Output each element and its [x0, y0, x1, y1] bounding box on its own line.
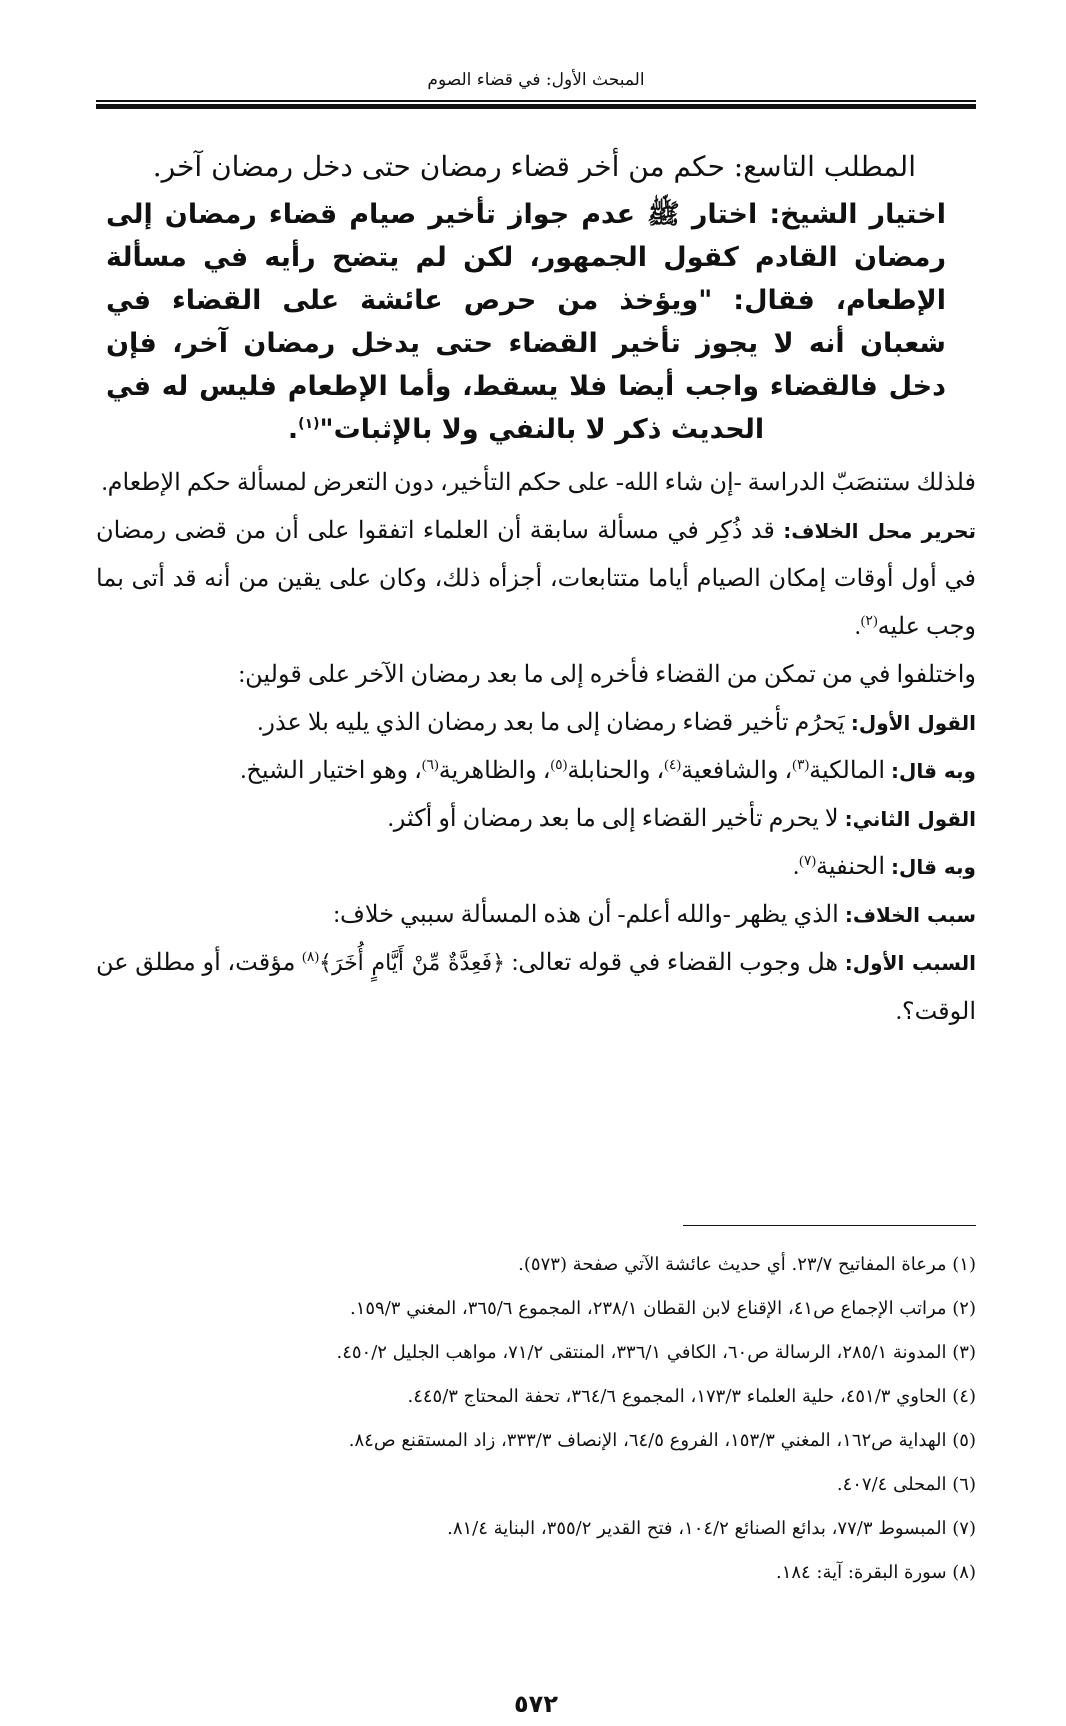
footnote-ref-1[interactable]: (١) [298, 416, 320, 432]
second-opinion [96, 795, 976, 843]
second-holders-label: وبه قال: [891, 855, 976, 879]
sheikh-choice-text: اختيار الشيخ: اختار ﷺ عدم جواز تأخير صيام قضاء رمضان إلى رمضان القادم كقول الجمهور، لكن لم يتضح رأيه في مسألة الإطعام، فقال: "ويؤخذ من حرص عائشة على القضاء في شعبان أنه لا يجوز تأخير القضاء حتى يدخل رمضان آخر، فإن دخل فالقضاء واجب أيضا فلا يسقط، وأما الإطعام فليس له في الحديث ذكر لا بالنفي ولا بالإثبات" [106, 199, 946, 445]
cause-paragraph [96, 891, 976, 939]
first-cause [96, 939, 976, 1036]
holder-zahiri: ، والظاهرية [438, 758, 551, 784]
first-cause-text-b: مؤقت، أو مطلق عن الوقت؟. [96, 950, 976, 1025]
holder-shafii: ، والشافعية [681, 758, 793, 784]
footnote-4: (٤) الحاوي ٤٥١/٣، حلية العلماء ١٧٣/٣، المجموع ٣٦٤/٦، تحفة المحتاج ٤٤٥/٣. [407, 1386, 976, 1407]
footnote-ref-8[interactable]: (٨) [302, 950, 320, 965]
dispute-text: قد ذُكِر في مسألة سابقة أن العلماء اتفقوا على أن من قضى رمضان في أول أوقات إمكان الصيام أياما متتابعات، أجزأه ذلك، وكان على يقين من أنه قد أتى بما وجب عليه [96, 518, 976, 640]
second-holders-end: . [793, 854, 800, 880]
footnote-7: (٧) المبسوط ٧٧/٣، بدائع الصنائع ١٠٤/٢، فتح القدير ٣٥٥/٢، البناية ٨١/٤. [447, 1518, 976, 1539]
quran-verse: ﴿فَعِدَّةٌ مِّنْ أَيَّامٍ أُخَرَ﴾ [319, 951, 506, 976]
second-opinion-label: القول الثاني: [844, 807, 976, 831]
running-header: المبحث الأول: في قضاء الصوم [427, 70, 645, 90]
main-text [96, 145, 976, 1036]
disagreement-paragraph: واختلفوا في من تمكن من القضاء فأخره إلى ما بعد رمضان الآخر على قولين: [238, 662, 976, 688]
section-title: المطلب التاسع: حكم من أخر قضاء رمضان حتى دخل رمضان آخر. [152, 150, 916, 183]
footnote-ref-7[interactable]: (٧) [799, 854, 817, 869]
holder-maliki: المالكية [809, 758, 891, 784]
cause-label: سبب الخلاف: [844, 903, 976, 927]
footnote-ref-2[interactable]: (٢) [860, 614, 878, 629]
holder-hanafi: الحنفية [816, 854, 891, 880]
footnote-1: (١) مرعاة المفاتيح ٢٣/٧. أي حديث عائشة الآتي صفحة (٥٧٣). [518, 1254, 976, 1275]
footnote-ref-5[interactable]: (٥) [550, 758, 568, 773]
header-rule [96, 100, 976, 109]
page-number: ٥٧٢ [514, 1690, 558, 1718]
holder-sheikh: ، وهو اختيار الشيخ. [240, 758, 422, 784]
sheikh-choice-quote [96, 193, 976, 451]
second-opinion-text: لا يحرم تأخير القضاء إلى ما بعد رمضان أو أكثر. [387, 806, 845, 832]
footnote-ref-4[interactable]: (٤) [664, 758, 682, 773]
dispute-label: تحرير محل الخلاف: [783, 519, 977, 543]
first-opinion [96, 699, 976, 747]
cause-text: الذي يظهر -والله أعلم- أن هذه المسألة سببي خلاف: [333, 902, 845, 928]
footnote-ref-6[interactable]: (٦) [421, 758, 439, 773]
footnote-2: (٢) مراتب الإجماع ص٤١، الإقناع لابن القطان ٢٣٨/١، المجموع ٣٦٥/٦، المغني ١٥٩/٣. [349, 1298, 976, 1319]
footnote-5: (٥) الهداية ص١٦٢، المغني ١٥٣/٣، الفروع ٦٤/٥، الإنصاف ٣٣٣/٣، زاد المستقنع ص٨٤. [348, 1430, 976, 1451]
holder-hanbali: ، والحنابلة [567, 758, 665, 784]
study-scope-paragraph: فلذلك ستنصَبّ الدراسة -إن شاء الله- على حكم التأخير، دون التعرض لمسألة حكم الإطعام. [101, 470, 976, 496]
first-opinion-holders [96, 747, 976, 795]
footnotes [96, 1243, 976, 1595]
first-holders-label: وبه قال: [891, 759, 976, 783]
first-cause-text-a: هل وجوب القضاء في قوله تعالى: [505, 950, 845, 976]
footnote-6: (٦) المحلى ٤٠٧/٤. [836, 1474, 976, 1495]
second-opinion-holders [96, 843, 976, 891]
first-opinion-text: يَحرُم تأخير قضاء رمضان إلى ما بعد رمضان الذي يليه بلا عذر. [257, 710, 851, 736]
dispute-end: . [854, 614, 861, 640]
footnote-separator [683, 1225, 976, 1226]
sheikh-choice-end: . [287, 414, 299, 445]
footnote-3: (٣) المدونة ٢٨٥/١، الرسالة ص٦٠، الكافي ٣٣٦/١، المنتقى ٧١/٢، مواهب الجليل ٤٥٠/٢. [336, 1342, 976, 1363]
first-opinion-label: القول الأول: [850, 711, 976, 735]
footnote-8: (٨) سورة البقرة: آية: ١٨٤. [775, 1562, 976, 1583]
first-cause-label: السبب الأول: [844, 951, 977, 975]
dispute-paragraph [96, 507, 976, 651]
footnote-ref-3[interactable]: (٣) [792, 758, 810, 773]
